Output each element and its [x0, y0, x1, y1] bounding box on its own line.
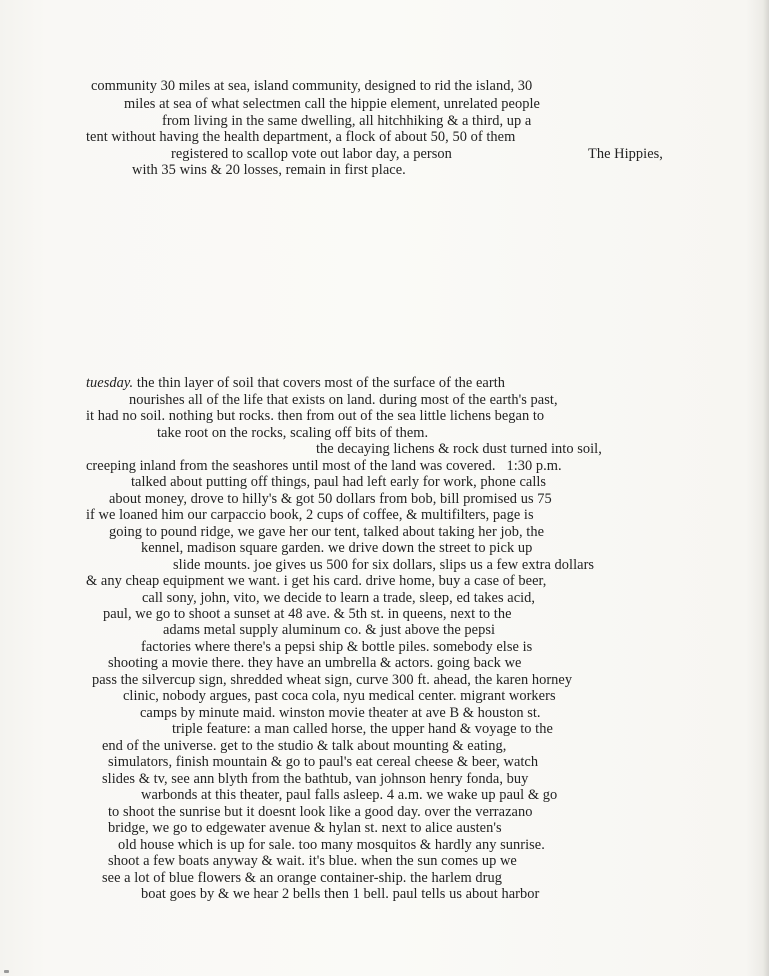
text-line: tent without having the health department, a flock of about 50, 50 of them [86, 129, 516, 145]
text-line: old house which is up for sale. too many mosquitos & hardly any sunrise. [118, 837, 545, 853]
text-line: & any cheap equipment we want. i get his card. drive home, buy a case of beer, [86, 573, 547, 589]
text-line: nourishes all of the life that exists on land. during most of the earth's past, [129, 392, 558, 408]
text-line: it had no soil. nothing but rocks. then from out of the sea little lichens began to [86, 408, 545, 424]
text-line: creeping inland from the seashores until most of the land was covered. 1:30 p.m. [86, 458, 562, 474]
text-line: factories where there's a pepsi ship & bottle piles. somebody else is [141, 639, 533, 655]
text-line-first [86, 375, 505, 391]
text-line: adams metal supply aluminum co. & just above the pepsi [163, 622, 496, 638]
text-line: kennel, madison square garden. we drive down the street to pick up [141, 540, 533, 556]
text-line: bridge, we go to edgewater avenue & hylan st. next to alice austen's [108, 820, 502, 836]
text-line: slides & tv, see ann blyth from the bathtub, van johnson henry fonda, buy [102, 771, 529, 787]
text-line: community 30 miles at sea, island community, designed to rid the island, 30 [91, 78, 533, 94]
text-line: shooting a movie there. they have an umbrella & actors. going back we [108, 655, 522, 671]
first-line-text: the thin layer of soil that covers most of the surface of the earth [133, 375, 506, 391]
text-line: warbonds at this theater, paul falls asleep. 4 a.m. we wake up paul & go [141, 787, 558, 803]
text-line: triple feature: a man called horse, the upper hand & voyage to the [172, 721, 553, 737]
text-line: pass the silvercup sign, shredded wheat sign, curve 300 ft. ahead, the karen horney [92, 672, 573, 688]
text-line: paul, we go to shoot a sunset at 48 ave. & 5th st. in queens, next to the [103, 606, 512, 622]
text-line: see a lot of blue flowers & an orange container-ship. the harlem drug [102, 870, 502, 886]
text-line: miles at sea of what selectmen call the hippie element, unrelated people [124, 96, 540, 112]
scan-speck [4, 970, 9, 973]
text-line: the decaying lichens & rock dust turned into soil, [316, 441, 602, 457]
text-line: going to pound ridge, we gave her our tent, talked about taking her job, the [109, 524, 545, 540]
text-line: with 35 wins & 20 losses, remain in first place. [132, 162, 406, 178]
text-line: slide mounts. joe gives us 500 for six dollars, slips us a few extra dollars [173, 557, 595, 573]
text-line: about money, drove to hilly's & got 50 dollars from bob, bill promised us 75 [109, 491, 552, 507]
text-line: end of the universe. get to the studio & talk about mounting & eating, [102, 738, 507, 754]
text-line: simulators, finish mountain & go to paul's eat cereal cheese & beer, watch [108, 754, 539, 770]
text-line: The Hippies, [588, 146, 663, 162]
page-edge-shadow [763, 0, 769, 976]
text-line: registered to scallop vote out labor day, a person [171, 146, 452, 162]
text-line: call sony, john, vito, we decide to learn a trade, sleep, ed takes acid, [142, 590, 536, 606]
text-line: from living in the same dwelling, all hitchhiking & a third, up a [162, 113, 532, 129]
text-line: if we loaned him our carpaccio book, 2 cups of coffee, & multifilters, page is [86, 507, 534, 523]
day-label: tuesday. [86, 375, 134, 391]
text-line: take root on the rocks, scaling off bits of them. [157, 425, 429, 441]
text-line: camps by minute maid. winston movie theater at ave B & houston st. [140, 705, 541, 721]
text-line: to shoot the sunrise but it doesnt look like a good day. over the verrazano [108, 804, 533, 820]
text-line: talked about putting off things, paul had left early for work, phone calls [131, 474, 547, 490]
text-line: boat goes by & we hear 2 bells then 1 bell. paul tells us about harbor [141, 886, 540, 902]
text-line: clinic, nobody argues, past coca cola, nyu medical center. migrant workers [123, 688, 556, 704]
text-line: shoot a few boats anyway & wait. it's blue. when the sun comes up we [108, 853, 517, 869]
